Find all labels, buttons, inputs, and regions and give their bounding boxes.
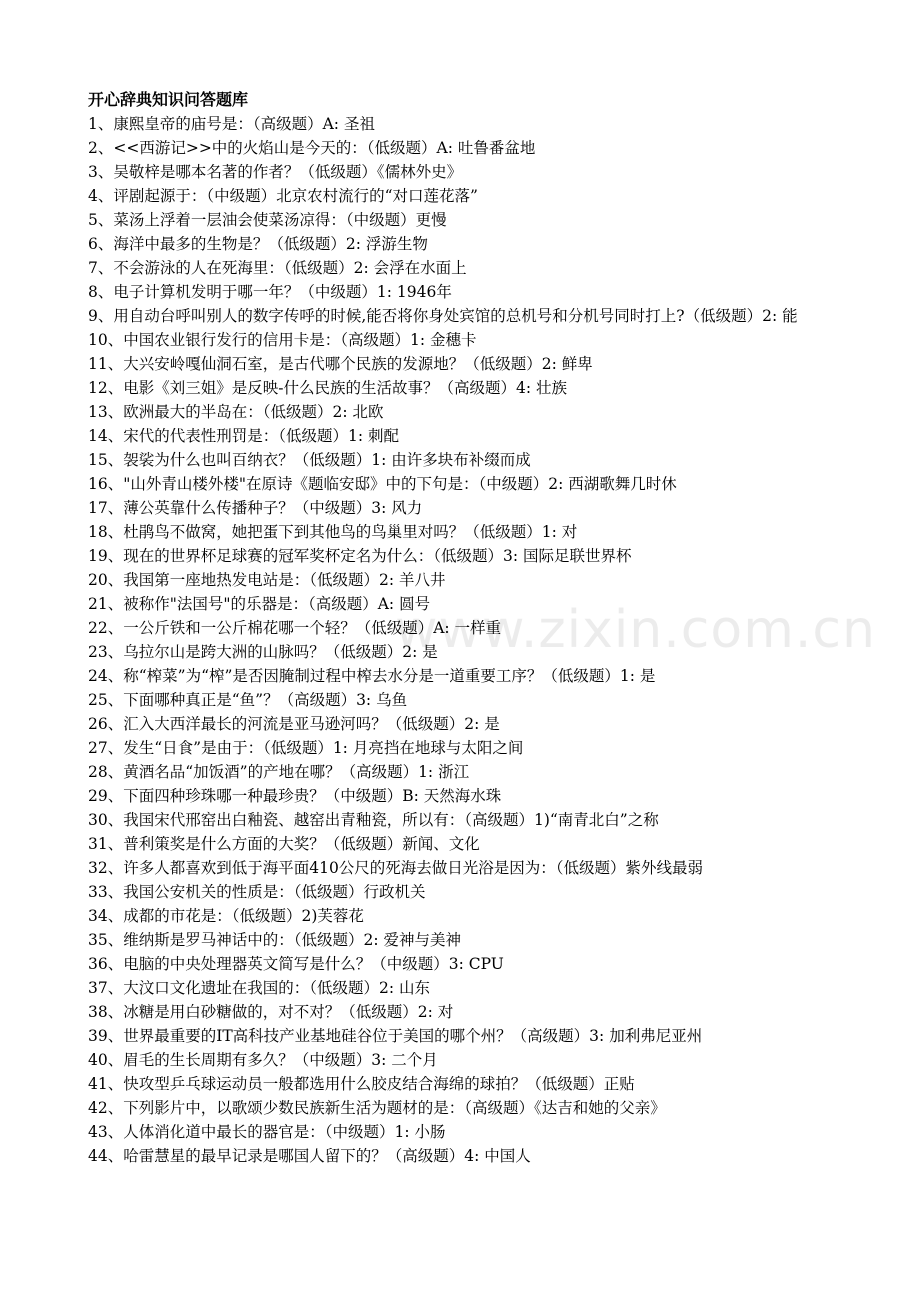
question-item: 27、发生“日食”是由于：（低级题）1: 月亮挡在地球与太阳之间 [88, 739, 524, 757]
question-item: 31、普利策奖是什么方面的大奖？（低级题）新闻、文化 [88, 835, 480, 853]
question-item: 39、世界最重要的IT高科技产业基地硅谷位于美国的哪个州？（高级题）3: 加利弗尼亚州 [88, 1027, 703, 1045]
question-item: 10、中国农业银行发行的信用卡是：（高级题）1: 金穗卡 [88, 331, 477, 349]
question-item: 18、杜鹃鸟不做窝，她把蛋下到其他鸟的鸟巢里对吗？（低级题）1: 对 [88, 523, 578, 541]
question-item: 40、眉毛的生长周期有多久？（中级题）3: 二个月 [88, 1051, 438, 1069]
question-item: 21、被称作"法国号"的乐器是：（高级题）A: 圆号 [88, 595, 431, 613]
question-item: 11、大兴安岭嘎仙洞石室，是古代哪个民族的发源地？（低级题）2: 鲜卑 [88, 355, 593, 373]
question-item: 4、评剧起源于：（中级题）北京农村流行的“对口莲花落” [88, 187, 478, 205]
watermark: www.zixin.com.cn [395, 600, 876, 660]
question-item: 37、大汶口文化遗址在我国的：（低级题）2: 山东 [88, 979, 430, 997]
document-body [88, 88, 836, 1168]
question-item: 15、袈裟为什么也叫百纳衣？（低级题）1: 由许多块布补缀而成 [88, 451, 531, 469]
question-item: 3、吴敬梓是哪本名著的作者？（低级题）《儒林外史》 [88, 163, 463, 181]
question-item: 23、乌拉尔山是跨大洲的山脉吗？（低级题）2: 是 [88, 643, 438, 661]
question-item: 33、我国公安机关的性质是：（低级题）行政机关 [88, 883, 426, 901]
question-item: 25、下面哪种真正是“鱼”？（高级题）3: 乌鱼 [88, 691, 408, 709]
question-item: 32、许多人都喜欢到低于海平面410公尺的死海去做日光浴是因为：（低级题）紫外线最弱 [88, 859, 704, 877]
question-item: 41、快攻型乒乓球运动员一般都选用什么胶皮结合海绵的球拍？（低级题）正贴 [88, 1075, 635, 1093]
question-item: 30、我国宋代邢窑出白釉瓷、越窑出青釉瓷，所以有：（高级题）1)“南青北白”之称 [88, 811, 659, 829]
question-item: 36、电脑的中央处理器英文简写是什么？（中级题）3: CPU [88, 955, 504, 973]
question-item: 6、海洋中最多的生物是？（低级题）2: 浮游生物 [88, 235, 428, 253]
question-item: 14、宋代的代表性刑罚是：（低级题）1: 刺配 [88, 427, 399, 445]
question-item: 5、菜汤上浮着一层油会使菜汤凉得：（中级题）更慢 [88, 211, 447, 229]
page-title: 开心辞典知识问答题库 [88, 90, 249, 109]
question-list [88, 112, 836, 1168]
question-item: 34、成都的市花是：（低级题）2)芙蓉花 [88, 907, 364, 925]
question-item: 22、一公斤铁和一公斤棉花哪一个轻？（低级题）A: 一样重 [88, 619, 502, 637]
question-item: 19、现在的世界杯足球赛的冠军奖杯定名为什么：（低级题）3: 国际足联世界杯 [88, 547, 632, 565]
question-item: 2、<<西游记>>中的火焰山是今天的：（低级题）A: 吐鲁番盆地 [88, 139, 536, 157]
question-item: 35、维纳斯是罗马神话中的：（低级题）2: 爱神与美神 [88, 931, 461, 949]
question-item: 9、用自动台呼叫别人的数字传呼的时候,能否将你身处宾馆的总机号和分机号同时打上?（低级题）2: 能 [88, 307, 798, 325]
question-item: 16、"山外青山楼外楼"在原诗《题临安邸》中的下句是：（中级题）2: 西湖歌舞几时休 [88, 475, 677, 493]
question-item: 38、冰糖是用白砂糖做的，对不对？（低级题）2: 对 [88, 1003, 454, 1021]
question-item: 26、汇入大西洋最长的河流是亚马逊河吗？（低级题）2: 是 [88, 715, 500, 733]
question-item: 12、电影《刘三姐》是反映-什么民族的生活故事？（高级题）4: 壮族 [88, 379, 567, 397]
question-item: 28、黄酒名品“加饭酒”的产地在哪？（高级题）1: 浙江 [88, 763, 470, 781]
question-item: 20、我国第一座地热发电站是：（低级题）2: 羊八井 [88, 571, 446, 589]
question-item: 1、康熙皇帝的庙号是：（高级题）A: 圣祖 [88, 115, 375, 133]
question-item: 43、人体消化道中最长的器官是：（中级题）1: 小肠 [88, 1123, 446, 1141]
question-item: 8、电子计算机发明于哪一年？（中级题）1: 1946年 [88, 283, 452, 301]
question-item: 13、欧洲最大的半岛在：（低级题）2: 北欧 [88, 403, 384, 421]
question-item: 7、不会游泳的人在死海里：（低级题）2: 会浮在水面上 [88, 259, 467, 277]
question-item: 24、称“榨菜”为“榨”是否因腌制过程中榨去水分是一道重要工序？（低级题）1: 是 [88, 667, 656, 685]
question-item: 42、下列影片中，以歌颂少数民族新生活为题材的是：（高级题）《达吉和她的父亲》 [88, 1099, 666, 1117]
question-item: 29、下面四种珍珠哪一种最珍贵？（中级题）B: 天然海水珠 [88, 787, 502, 805]
question-item: 17、薄公英靠什么传播种子？（中级题）3: 风力 [88, 499, 423, 517]
question-item: 44、哈雷慧星的最早记录是哪国人留下的？（高级题）4: 中国人 [88, 1147, 531, 1165]
